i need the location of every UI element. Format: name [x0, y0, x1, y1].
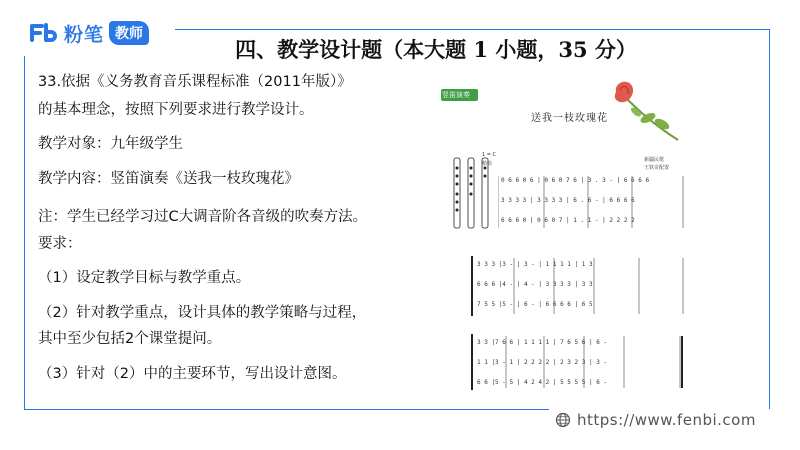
svg-text:3 3 |7 6 6 | 1 1 1 1 | 7 6 5 6: 3 3 |7 6 6 | 1 1 1 1 | 7 6 5 6 | 6 - [477, 339, 608, 346]
score-system-3 [474, 334, 684, 390]
score-lines [474, 334, 684, 390]
teaching-target-line: 教学对象：九年级学生 [38, 136, 183, 152]
requirement-2: （2）针对教学重点，设计具体的教学策略与过程， [38, 305, 367, 321]
svg-text:1 1 |3 - 1 | 2 2 2 2 | 2 3 2 3: 1 1 |3 - 1 | 2 2 2 2 | 2 3 2 3 | 3 - [477, 359, 608, 366]
rose-icon [606, 78, 686, 148]
logo-badge: 教师 [109, 21, 149, 45]
frame-top-border [175, 29, 770, 30]
score-lines [498, 172, 684, 232]
song-source: 新疆民歌 [644, 157, 665, 163]
page-title: 四、教学设计题（本大题 1 小题，35 分） [235, 37, 637, 62]
globe-icon [555, 412, 571, 428]
svg-text:0 6 6 0 6 | 0 6 0 7 6 | 3 . 3: 0 6 6 0 6 | 0 6 0 7 6 | 3 . 3 - | 6 6 6 6 [501, 177, 650, 184]
score-system-2 [474, 256, 684, 316]
svg-text:7 5 5 |5 - | 6 - | 6 6 6 6 |: 7 5 5 |5 - | 6 - | 6 6 6 6 | 6 5 [477, 301, 593, 308]
svg-text:6 6 |5 - 5 | 4 2 4 2 | 5 5 5 5: 6 6 |5 - 5 | 4 2 4 2 | 5 5 5 5 | 6 - [477, 379, 608, 386]
sheet-banner-text: 竖笛演奏 [442, 91, 470, 99]
frame-left-border [24, 56, 25, 409]
frame-right-border [769, 29, 770, 409]
requirement-3: （3）针对（2）中的主要环节，写出设计意图。 [38, 366, 347, 382]
svg-text:6 6 6 0 | 0 6 0 7 | 1 . 1 - |: 6 6 6 0 | 0 6 0 7 | 1 . 1 - | 2 2 2 2 [501, 217, 635, 224]
sheet-music-image [438, 76, 688, 396]
requirement-1: （1）设定教学目标与教学重点。 [38, 270, 251, 286]
key-signature: 1 = C [482, 152, 497, 158]
footer-link[interactable] [555, 411, 756, 429]
recorder-fingering-icon [450, 152, 497, 240]
requirements-heading: 要求： [38, 236, 82, 252]
song-arranger: 王铁奇配置 [644, 165, 670, 171]
tempo-marking: 稍快 [482, 161, 493, 167]
note-line: 注：学生已经学习过C大调音阶各音级的吹奏方法。 [38, 209, 368, 225]
score-bracket [471, 256, 473, 316]
score-system-1 [498, 172, 684, 232]
teaching-content-line: 教学内容：竖笛演奏《送我一枝玫瑰花》 [38, 171, 299, 187]
svg-text:6 6 6 |4 - | 4 - | 3 3 3 3 |: 6 6 6 |4 - | 4 - | 3 3 3 3 | 3 3 [477, 281, 593, 288]
svg-text:3 3 3 |3 - | 3 - | 1 1 1 1 |: 3 3 3 |3 - | 3 - | 1 1 1 1 | 1 3 [477, 261, 593, 268]
requirement-2-cont: 其中至少包括2个课堂提问。 [38, 331, 222, 347]
logo-brand-text: 粉笔 [64, 23, 105, 46]
score-bracket [471, 334, 473, 390]
svg-text:3 3 3 3 | 3 3 3 3 | 6 . 6 - |: 3 3 3 3 | 3 3 3 3 | 6 . 6 - | 6 6 6 6 [501, 197, 635, 204]
question-line: 33.依据《义务教育音乐课程标准（2011年版）》 [38, 74, 352, 90]
song-title: 送我一枝玫瑰花 [531, 113, 608, 124]
footer-url: https://www.fenbi.com [577, 411, 756, 429]
question-line: 的基本理念，按照下列要求进行教学设计。 [38, 102, 314, 118]
frame-bottom-border [24, 409, 549, 410]
score-lines [474, 256, 684, 316]
